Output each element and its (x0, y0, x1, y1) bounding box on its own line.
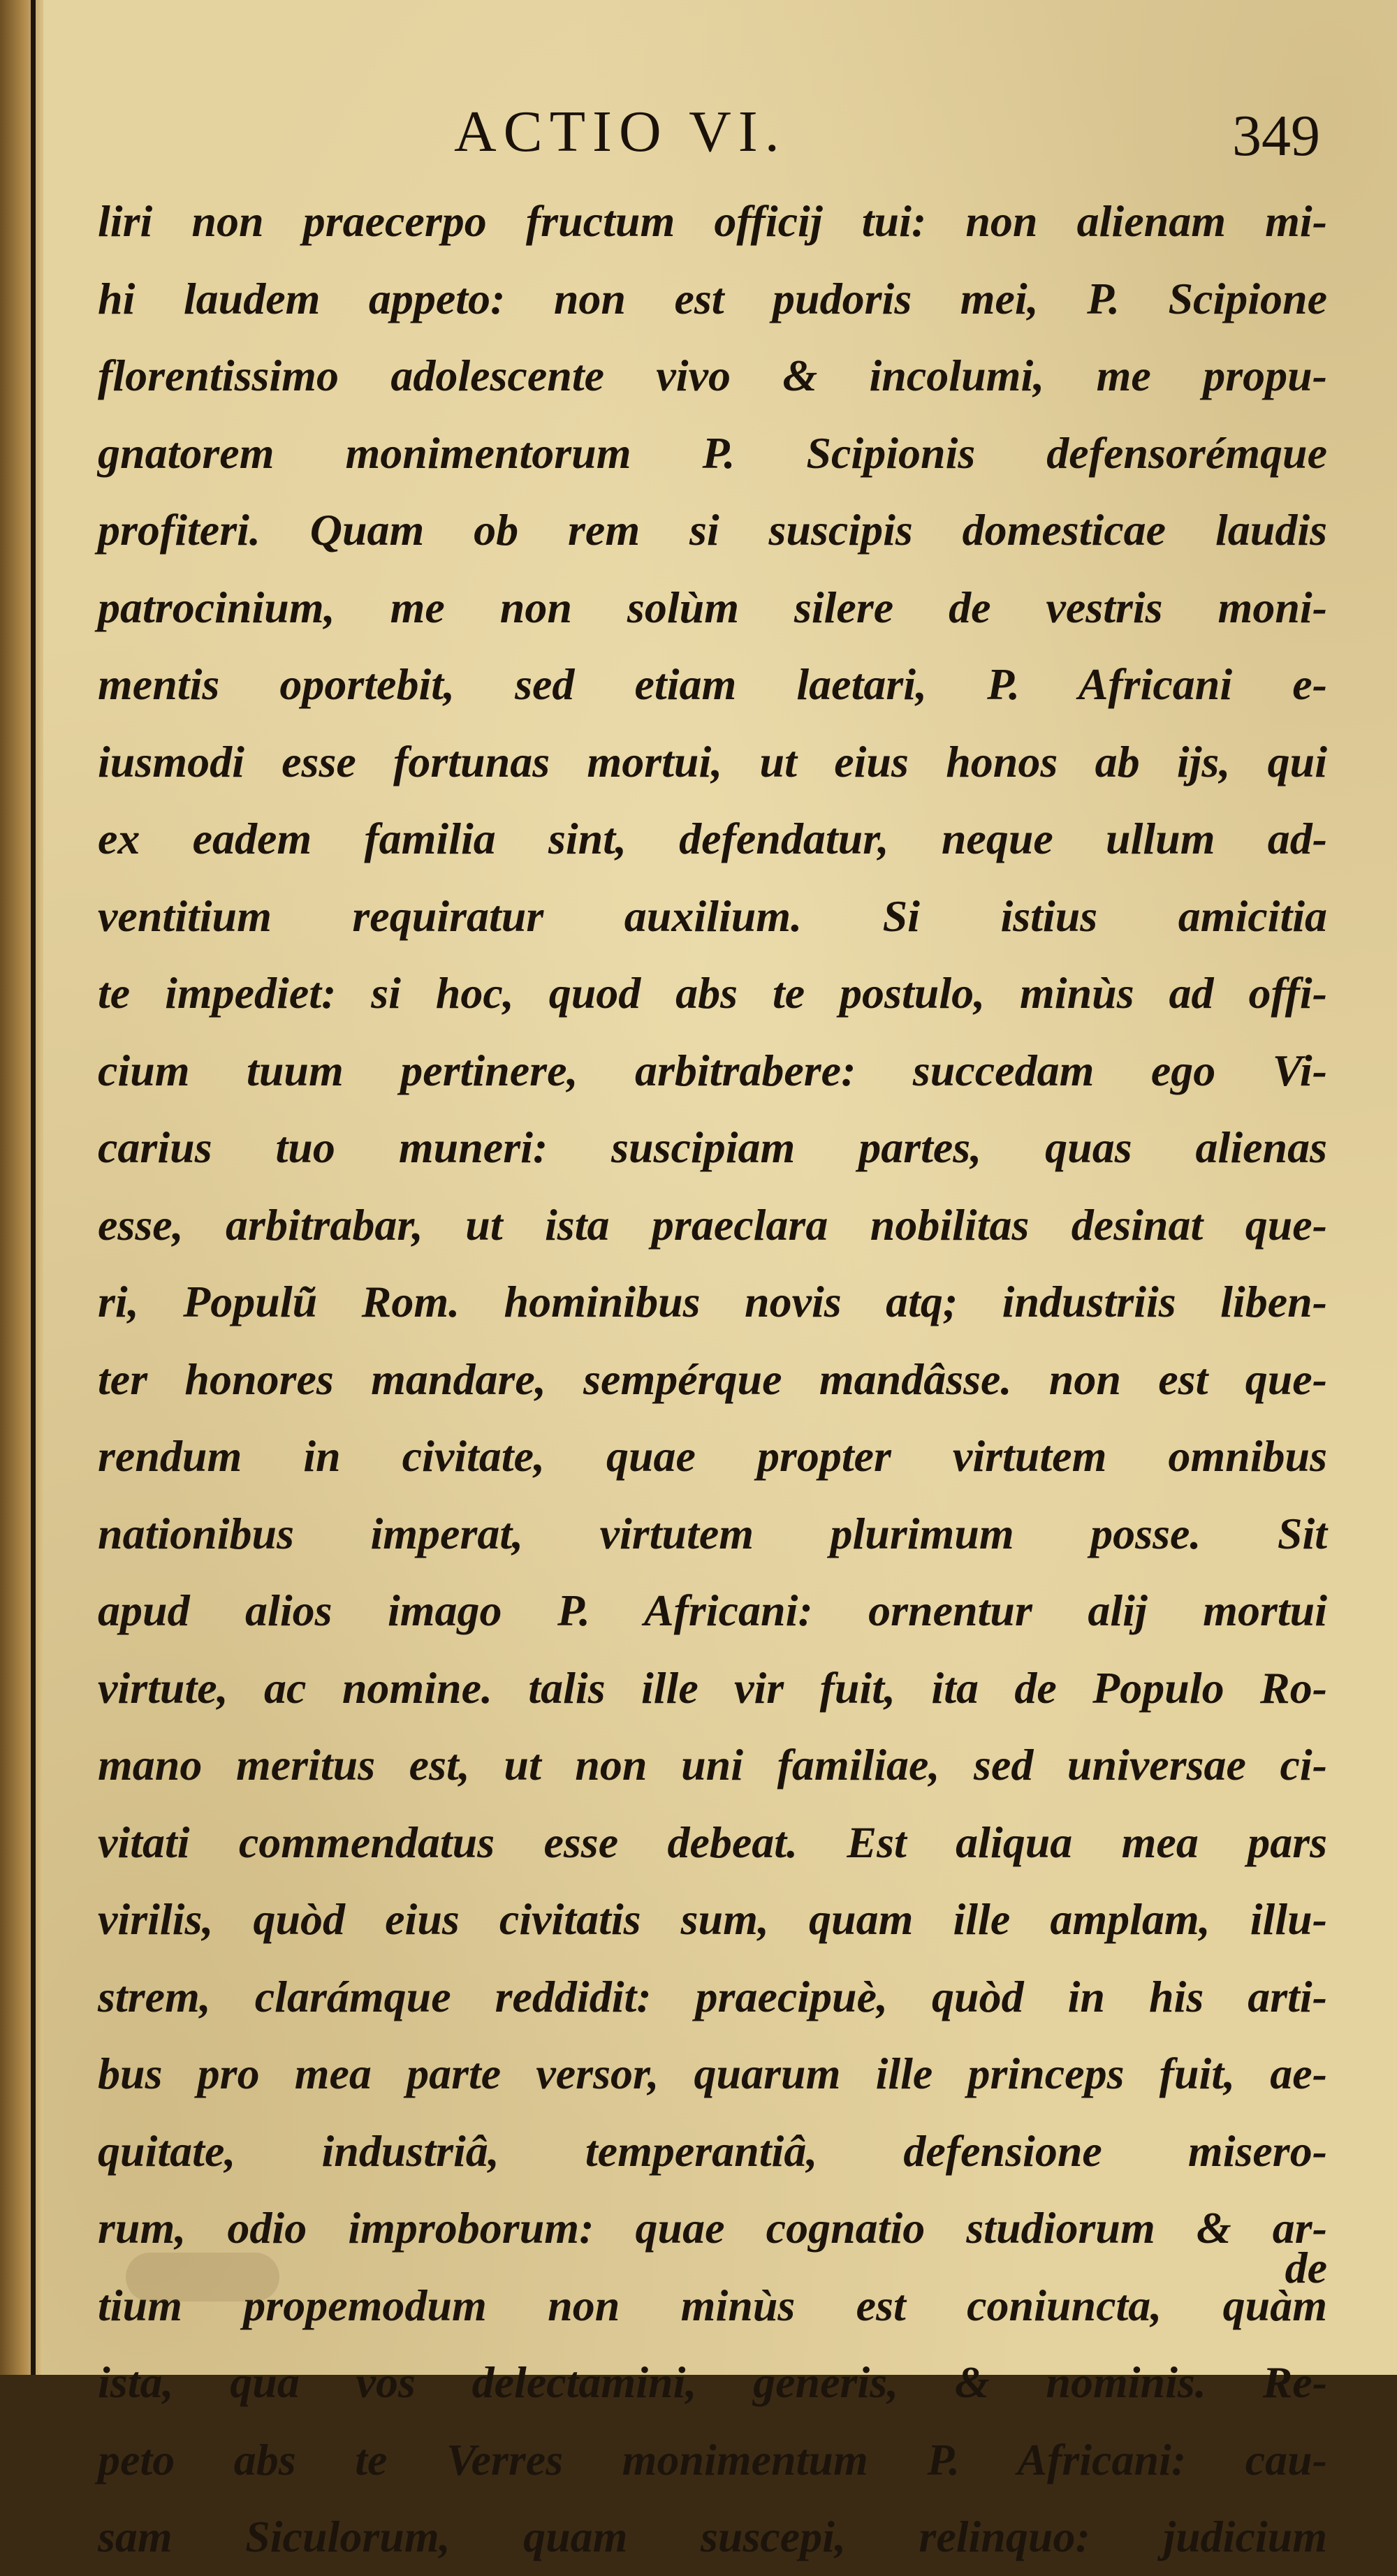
text-line: ex eadem familia sint, defendatur, neque ullum ad- (98, 814, 1327, 863)
text-line: esse, arbitrabar, ut ista praeclara nobilitas desinat que- (98, 1199, 1327, 1250)
text-line: rum, odio improborum: quae cognatio studiorum & ar- (98, 2203, 1327, 2253)
text-line: peto abs te Verres monimentum P. Africani: cau- (98, 2434, 1327, 2484)
text-line: profiteri. Quam ob rem si suscipis domesticae laudis (98, 505, 1327, 555)
text-line: ista, qua vos delectamini, generis, & nominis. Re- (98, 2357, 1327, 2407)
text-line: florentissimo adolescente vivo & incolumi, me propu- (98, 351, 1327, 400)
body-text (98, 183, 1327, 2576)
text-line: sam Siculorum, quam suscepi, relinquo: judicium (98, 2512, 1327, 2561)
binding-gutter (0, 0, 43, 2375)
text-line: carius tuo muneri: suscipiam partes, quas alienas (98, 1122, 1327, 1172)
text-line: cium tuum pertinere, arbitrabere: succedam ego Vi- (98, 1045, 1327, 1095)
text-line: gnatorem monimentorum P. Scipionis defensorémque (98, 427, 1327, 478)
text-line: te impediet: si hoc, quod abs te postulo, minùs ad offi- (98, 968, 1327, 1018)
page-header (91, 98, 1334, 175)
text-line: iusmodi esse fortunas mortui, ut eius honos ab ijs, qui (98, 736, 1327, 786)
running-title: ACTIO VI. (454, 99, 787, 164)
text-line: ter honores mandare, sempérque mandâsse. non est que- (98, 1354, 1327, 1404)
text-line: strem, clarámque reddidit: praecipuè, quòd in his arti- (98, 1971, 1327, 2021)
text-line: hi laudem appeto: non est pudoris mei, P. Scipione (98, 273, 1327, 323)
text-line: apud alios imago P. Africani: ornentur alij mortui (98, 1586, 1327, 1635)
text-line: quitate, industriâ, temperantiâ, defensione misero- (98, 2125, 1327, 2176)
page-number: 349 (1232, 103, 1320, 168)
text-line: ri, Populũ Rom. hominibus novis atq; industriis liben- (98, 1277, 1327, 1326)
text-line: nationibus imperat, virtutem plurimum posse. Sit (98, 1508, 1327, 1558)
text-line: mano meritus est, ut non uni familiae, sed universae ci- (98, 1740, 1327, 1790)
text-line: vitati commendatus esse debeat. Est aliqua mea pars (98, 1817, 1327, 1867)
ink-smudge (126, 2253, 279, 2301)
text-line: patrocinium, me non solùm silere de vestris moni- (98, 582, 1327, 632)
text-line: mentis oportebit, sed etiam laetari, P. Africani e- (98, 659, 1327, 709)
text-line: ventitium requiratur auxilium. Si istius amicitia (98, 891, 1327, 941)
catchword: de (1285, 2243, 1327, 2292)
text-line: liri non praecerpo fructum officij tui: non alienam mi- (98, 196, 1327, 246)
text-line: tium propemodum non minùs est coniuncta, quàm (98, 2280, 1327, 2330)
margin-rule (31, 0, 36, 2375)
text-line: virtute, ac nomine. talis ille vir fuit, ita de Populo Ro- (98, 1662, 1327, 1713)
text-line: rendum in civitate, quae propter virtutem omnibus (98, 1431, 1327, 1481)
text-line: virilis, quòd eius civitatis sum, quam ille amplam, illu- (98, 1894, 1327, 1944)
text-line: bus pro mea parte versor, quarum ille princeps fuit, ae- (98, 2049, 1327, 2098)
